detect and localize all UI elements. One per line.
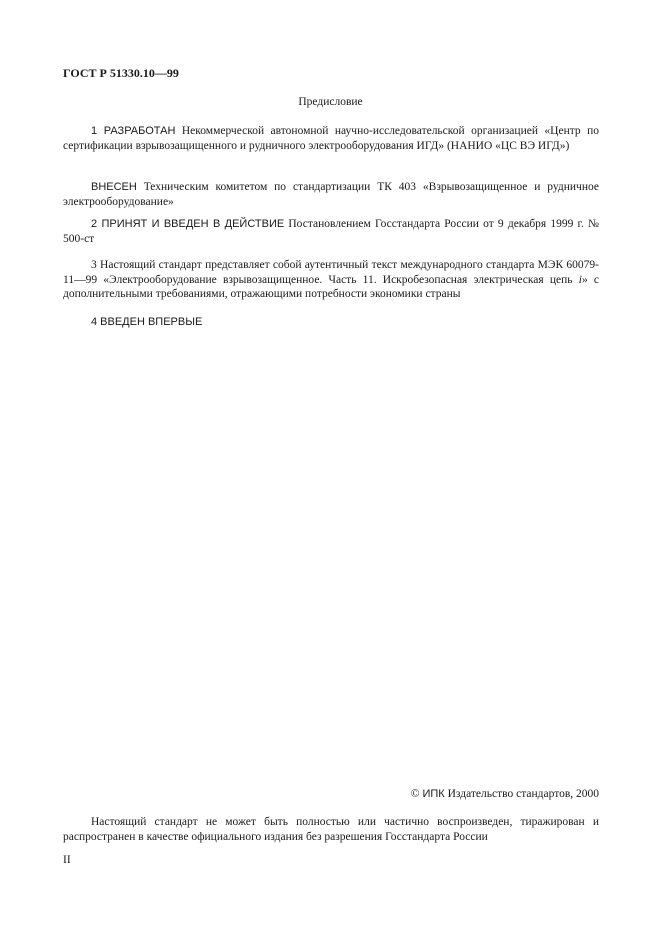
reproduction-notice: Настоящий стандарт не может быть полностью или частично воспроизведен, тиражирован и распространен в качестве официального издания без разрешения Госстандарта России [63, 816, 599, 843]
copyright-text: Издательство стандартов, 2000 [444, 788, 599, 800]
paragraph-adopted [63, 217, 599, 246]
copyright-line [411, 787, 599, 802]
paragraph-introduced-by [63, 180, 599, 209]
paragraph-lead: 1 РАЗРАБОТАН [91, 125, 176, 137]
paragraph-text: Постановлением Госстандарта России от 9 декабря 1999 г. № 500-ст [63, 218, 599, 245]
paragraph-lead: ВНЕСЕН [91, 181, 137, 193]
paragraph-text: Некоммерческой автономной научно-исследовательской организацией «Центр по сертификации взрывозащищенного и рудничного электрооборудования ИГД» (НАНИО «ЦС ВЭ ИГД») [63, 125, 599, 152]
section-title-foreword: Предисловие [298, 96, 363, 108]
page-number: II [63, 854, 71, 866]
standard-code-header: ГОСТ Р 51330.10—99 [63, 66, 179, 80]
paragraph-first-introduced [63, 315, 599, 330]
publisher-name: ИПК [419, 788, 445, 800]
copyright-symbol: © [410, 788, 420, 800]
paragraph-text: 3 Настоящий стандарт представляет собой аутентичный текст международного стандарта МЭК 60079-11—99 «Электрооборудование взрывозащищенное. Часть 11. Искробезопасная электрическая цепь [63, 259, 599, 286]
paragraph-developed-by [63, 124, 599, 153]
paragraph-text: » с дополнительными требованиями, отражающими потребности экономики страны [63, 273, 599, 300]
paragraph-italic-symbol: i [578, 273, 582, 286]
paragraph-authentic-text [63, 258, 599, 302]
paragraph-text: Техническим комитетом по стандартизации ТК 403 «Взрывозащищенное и рудничное электрооборудование» [63, 181, 599, 208]
paragraph-lead: 2 ПРИНЯТ И ВВЕДЕН В ДЕЙСТВИЕ [91, 218, 285, 230]
paragraph-lead: 4 ВВЕДЕН ВПЕРВЫЕ [91, 316, 203, 328]
